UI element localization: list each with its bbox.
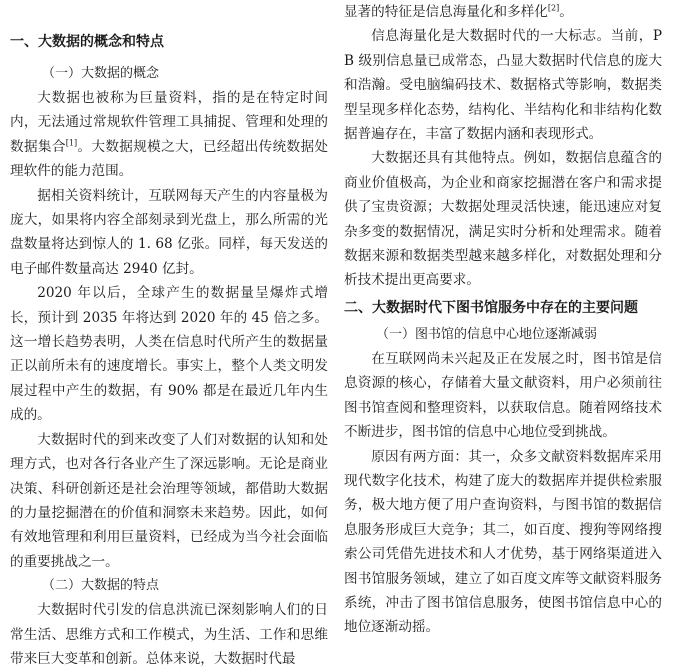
paragraph-library-history: 在互联网尚未兴起及正在发展之时，图书馆是信息资源的核心，存储着大量文献资料，用户必须前往图书馆查阅和整理资料，以获取信息。随着网络技术不断进步，图书馆的信息中心地位受到挑战。 <box>344 350 662 441</box>
paragraph-impact: 大数据时代的到来改变了人们对数据的认知和处理方式，也对各行各业产生了深远影响。无论是商业决策、科研创新还是社会治理等领域，都借助大数据的力量挖掘潜在的价值和洞察未来趋势。因此，如何有效地管理和利用巨量资料，已经成为当今社会面临的重要挑战之一。 <box>10 431 328 570</box>
citation-1: [1] <box>65 138 78 148</box>
sub3-heading: （一）图书馆的信息中心地位逐渐减弱 <box>376 326 598 342</box>
paragraph-statistics: 据相关资料统计，互联网每天产生的内容量极为庞大，如果将内容全部刻录到光盘上，那么所需的光盘数量将达到惊人的 1. 68 亿张。同样，每天发送的电子邮件数量高达 2940 亿封。 <box>10 187 328 277</box>
p6-text-b: 。 <box>559 4 573 20</box>
section1-heading: 一、大数据的概念和特点 <box>10 34 164 50</box>
paragraph-growth: 2020 年以后，全球产生的数据量呈爆炸式增长，预计到 2035 年将达到 2020 年的 45 倍之多。这一增长趋势表明，人类在信息时代所产生的数据量正以前所未有的速度增长。事实上，整个人类文明发展过程中产生的数据，有 90% 都是在最近几年内生成的。 <box>10 285 328 424</box>
p6-text-a: 显著的特征是信息海量化和多样化 <box>344 4 548 20</box>
sub2-heading: （二）大数据的特点 <box>42 578 160 594</box>
section2-heading: 二、大数据时代下图书馆服务中存在的主要问题 <box>344 299 638 316</box>
citation-2: [2] <box>547 3 560 13</box>
paragraph-other-features: 大数据还具有其他特点。例如，数据信息蕴含的商业价值极高，为企业和商家挖掘潜在客户和需求提供了宝贵资源；大数据处理灵活快速，能迅速应对复杂多变的数据情况，满足实时分析和处理需求。随着数据来源和数据类型越来越多样化，对数据处理和分析技术提出更高要求。 <box>344 150 662 289</box>
paragraph-features-cont <box>344 0 662 24</box>
left-column <box>10 0 328 671</box>
p1-text-a: 大数据也被称为巨量资料，指的是在特定时间内，无法通过常规软件管理工具捕捉、管理和处理的数据集合 <box>10 90 328 155</box>
right-column <box>344 0 662 640</box>
paragraph-massive-info: 信息海量化是大数据时代的一大标志。当前，PB 级别信息量已成常态，凸显大数据时代信息的庞大和浩瀚。受电脑编码技术、数据格式等影响，数据类型呈现多样化态势，结构化、半结构化和非结构化数据普遍存在，丰富了数据内涵和表现形式。 <box>344 28 662 143</box>
p1-text-b: 。大数据规模之大，已经超出传统数据处理软件的能力范围。 <box>10 138 329 180</box>
paragraph-reasons: 原因有两方面：其一，众多文献资料数据库采用现代数字化技术，构建了庞大的数据库并提供检索服务，极大地方便了用户查询资料，与图书馆的数据信息服务形成巨大竞争；其二，如百度、搜狗等网络搜索公司凭借先进技术和人才优势，基于网络渠道进入图书馆服务领域，建立了如百度文库等文献资料服务系统，冲击了图书馆信息服务，使图书馆信息中心的地位逐渐动摇。 <box>344 448 662 636</box>
sub1-heading: （一）大数据的概念 <box>42 66 160 81</box>
paragraph-features-intro: 大数据时代引发的信息洪流已深刻影响人们的日常生活、思维方式和工作模式，为生活、工作和思维带来巨大变革和创新。总体来说，大数据时代最 <box>10 602 328 667</box>
paragraph-big-data-definition <box>10 86 328 184</box>
